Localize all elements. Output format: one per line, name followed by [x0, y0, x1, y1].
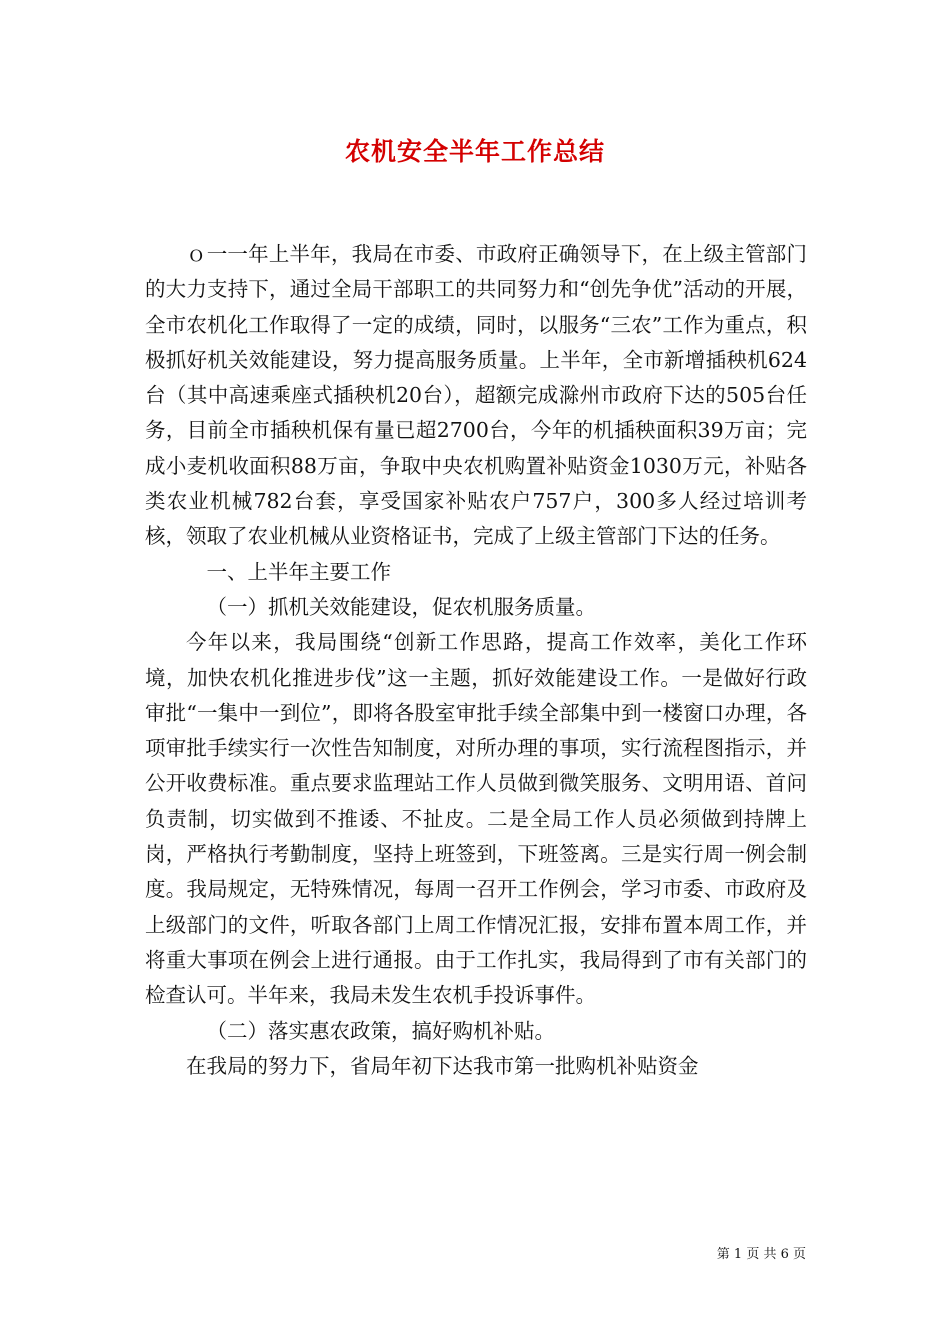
- intro-paragraph: ｏ一一年上半年，我局在市委、市政府正确领导下，在上级主管部门的大力支持下，通过全局干部职工的共同努力和“创先争优”活动的开展，全市农机化工作取得了一定的成绩，同时，以服务“三农”工作为重点，积极抓好机关效能建设，努力提高服务质量。上半年，全市新增插秧机624台（其中高速乘座式插秧机20台），超额完成滁州市政府下达的505台任务，目前全市插秧机保有量已超2700台，今年的机插秧面积39万亩；完成小麦机收面积88万亩，争取中央农机购置补贴资金1030万元，补贴各类农业机械782台套，享受国家补贴农户757户，300多人经过培训考核，领取了农业机械从业资格证书，完成了上级主管部门下达的任务。: [145, 242, 807, 549]
- subsection-heading: （二）落实惠农政策，搞好购机补贴。: [206, 1018, 555, 1043]
- document-title: 农机安全半年工作总结: [344, 137, 605, 166]
- section-heading: 一、上半年主要工作: [206, 559, 391, 584]
- body-paragraph: 在我局的努力下，省局年初下达我市第一批购机补贴资金: [186, 1053, 699, 1078]
- document-body: [145, 237, 807, 1084]
- body-paragraph: 今年以来，我局围绕“创新工作思路，提高工作效率，美化工作环境，加快农机化推进步伐”这一主题，抓好效能建设工作。一是做好行政审批“一集中一到位”，即将各股室审批手续全部集中到一楼窗口办理，各项审批手续实行一次性告知制度，对所办理的事项，实行流程图指示，并公开收费标准。重点要求监理站工作人员做到微笑服务、文明用语、首问负责制，切实做到不推诿、不扯皮。二是全局工作人员必须做到持牌上岗，严格执行考勤制度，坚持上班签到，下班签离。三是实行周一例会制度。我局规定，无特殊情况，每周一召开工作例会，学习市委、市政府及上级部门的文件，听取各部门上周工作情况汇报，安排布置本周工作，并将重大事项在例会上进行通报。由于工作扎实，我局得到了市有关部门的检查认可。半年来，我局未发生农机手投诉事件。: [145, 630, 807, 1008]
- page-number: 第 1 页 共 6 页: [716, 1247, 806, 1262]
- subsection-heading: （一）抓机关效能建设，促农机服务质量。: [206, 594, 596, 619]
